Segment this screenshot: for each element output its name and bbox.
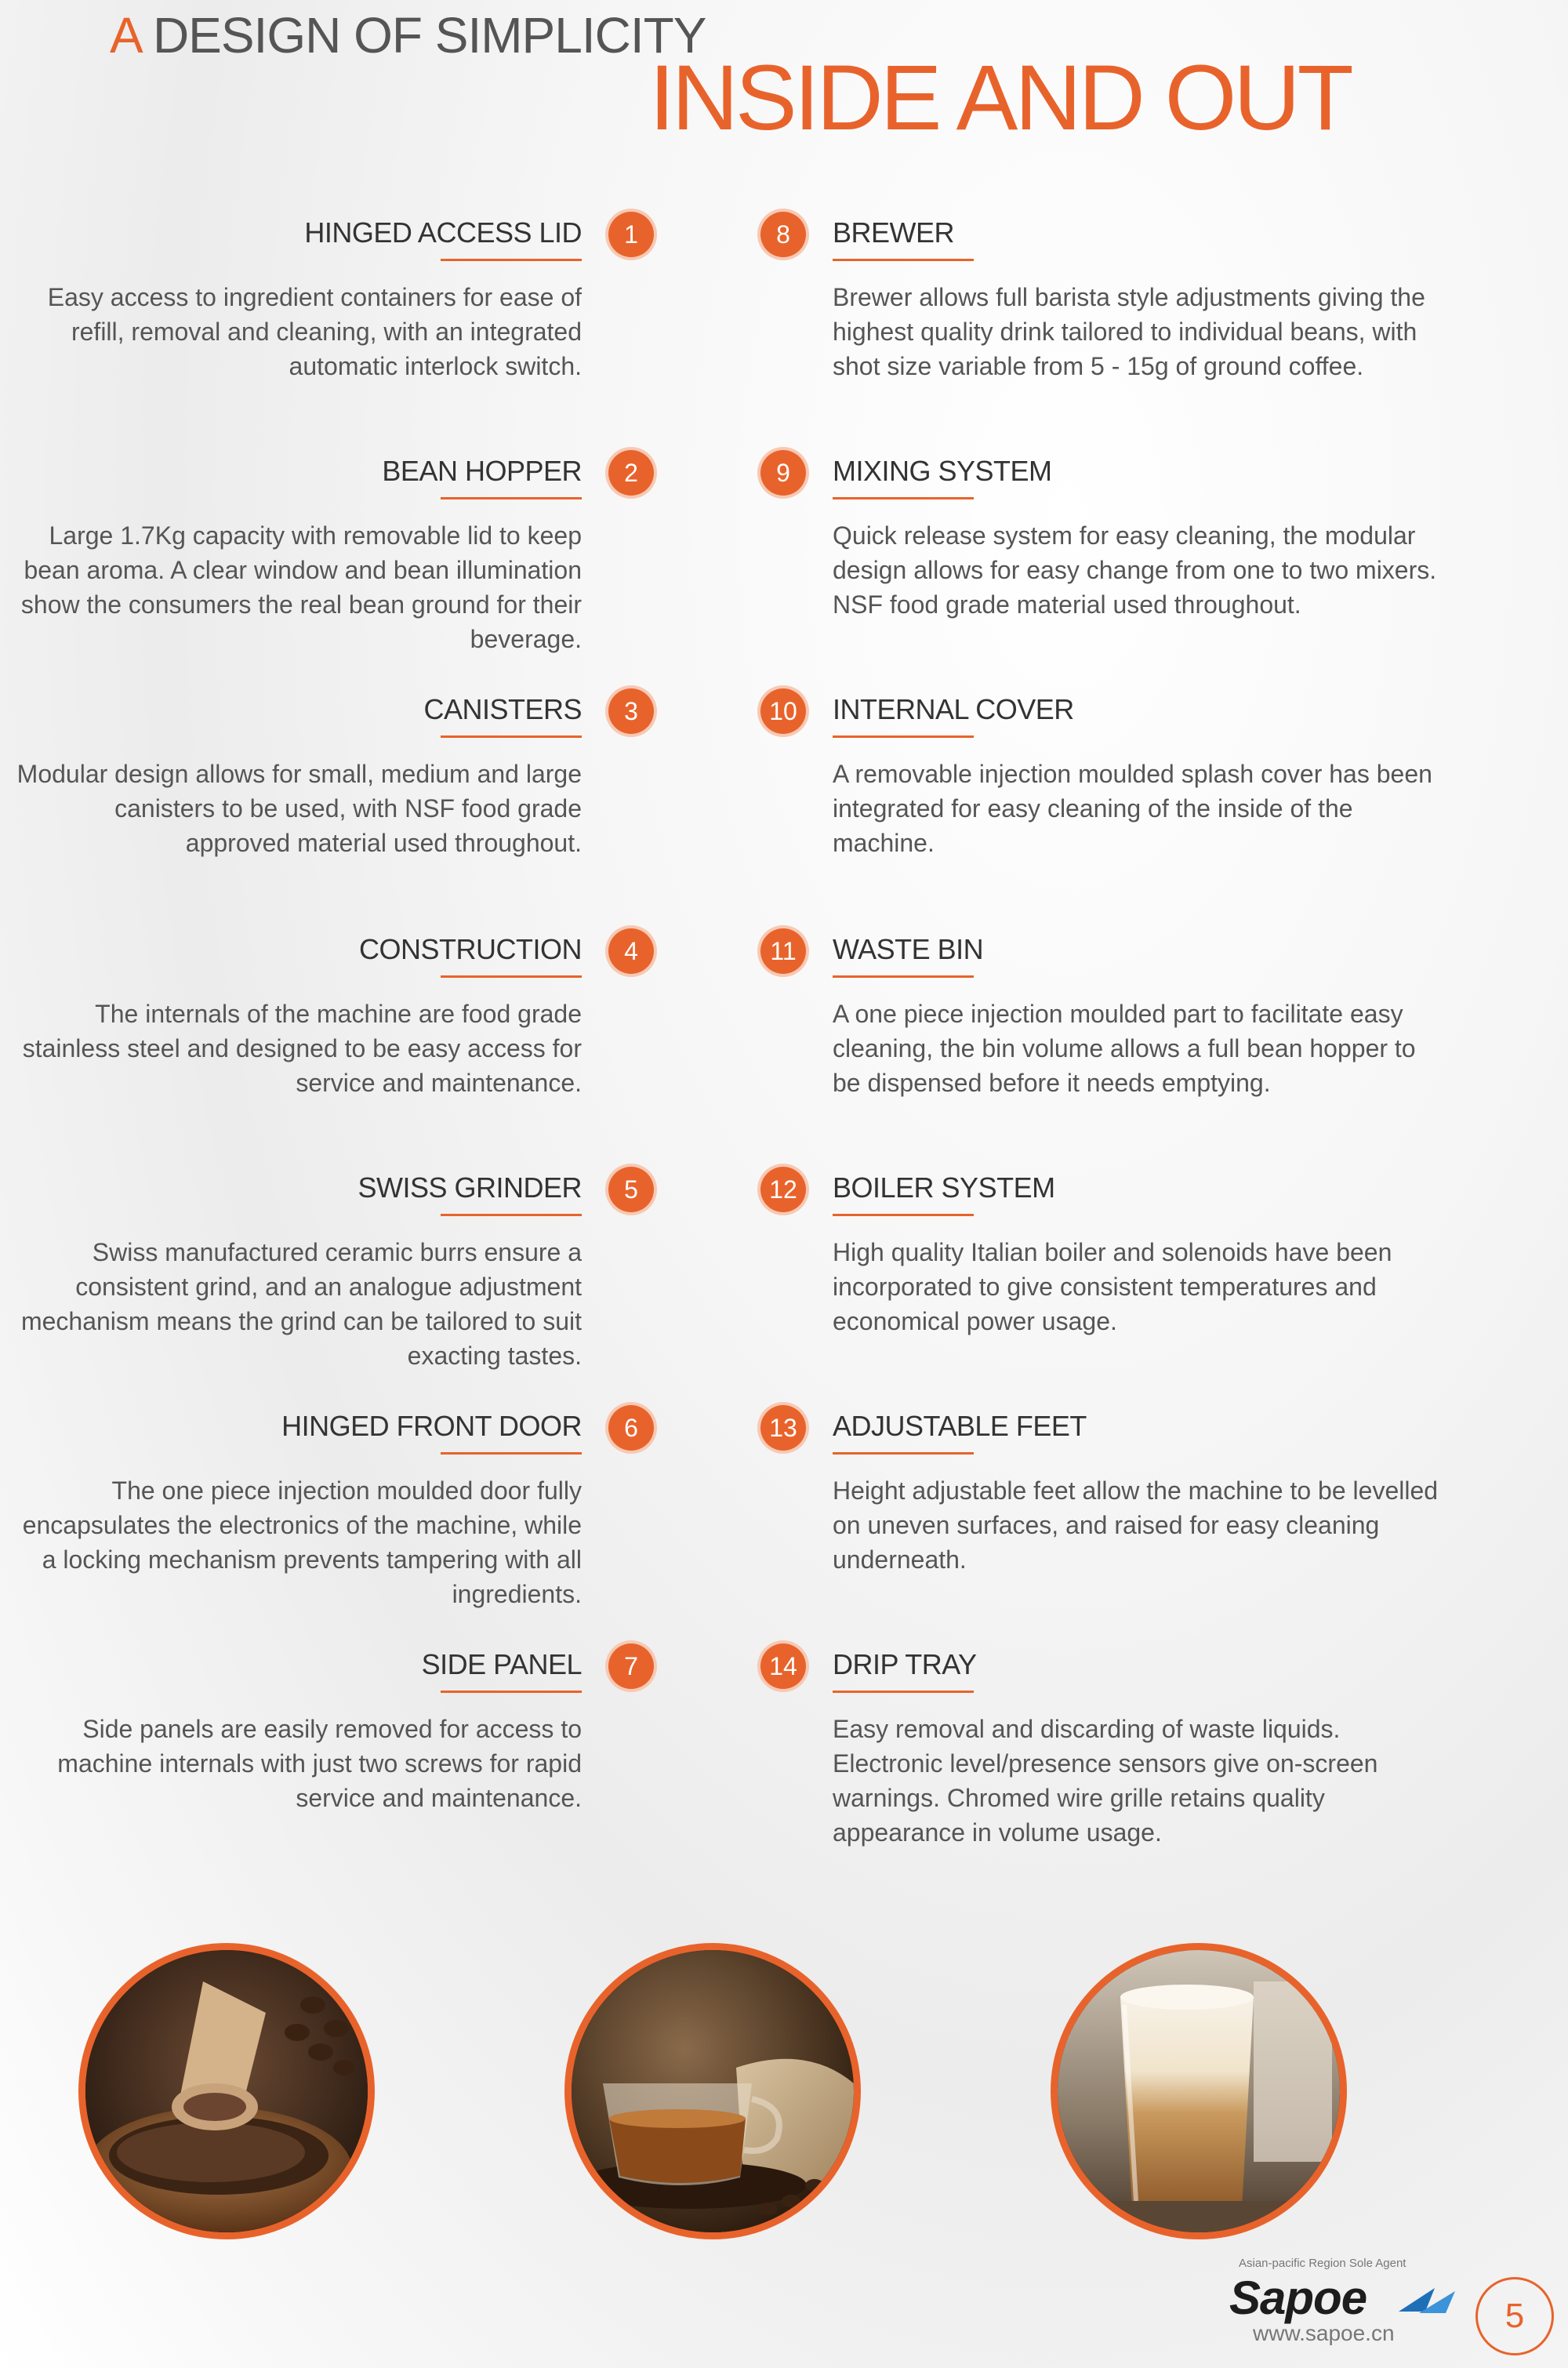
feature-number-badge: 6 — [608, 1405, 654, 1451]
feature-brewer — [833, 216, 1444, 383]
feature-description: Height adjustable feet allow the machine to be levelled on uneven surfaces, and raised for easy cleaning underneath. — [833, 1476, 1439, 1574]
feature-rule — [441, 735, 582, 738]
page-title: INSIDE AND OUT — [649, 46, 1351, 150]
feature-rule — [833, 497, 974, 499]
feature-hinged-access-lid — [9, 216, 582, 383]
feature-rule — [441, 259, 582, 261]
sapoe-logo: Sapoe — [1229, 2272, 1367, 2324]
feature-title: MIXING SYSTEM — [833, 455, 1052, 487]
feature-number-badge: 10 — [760, 688, 806, 734]
header-subtitle — [110, 6, 706, 64]
feature-description: Brewer allows full barista style adjustments giving the highest quality drink tailored to individual beans, with shot size variable from 5 - 15g of ground coffee. — [833, 283, 1425, 380]
feature-number-badge: 11 — [760, 928, 806, 974]
feature-rule — [441, 975, 582, 978]
feature-canisters — [9, 693, 582, 860]
feature-description: Swiss manufactured ceramic burrs ensure a consistent grind, and an analogue adjustment mechanism means the grind can be tailored to suit exacting tastes. — [20, 1238, 582, 1370]
feature-number-badge: 5 — [608, 1167, 654, 1212]
header-subtitle-rest: DESIGN OF SIMPLICITY — [140, 7, 706, 64]
feature-rule — [833, 1452, 974, 1455]
feature-description: Side panels are easily removed for access to machine internals with just two screws for rapid service and maintenance. — [57, 1715, 582, 1812]
feature-swiss-grinder — [9, 1171, 582, 1373]
feature-title: CONSTRUCTION — [359, 933, 582, 965]
feature-rule — [833, 259, 974, 261]
feature-rule — [833, 735, 974, 738]
feature-number-badge: 4 — [608, 928, 654, 974]
feature-description: The one piece injection moulded door fully encapsulates the electronics of the machine, while a locking mechanism prevents tampering with all ingredients. — [22, 1476, 582, 1608]
feature-number-badge: 9 — [760, 450, 806, 496]
feature-title: DRIP TRAY — [833, 1648, 977, 1680]
feature-title: HINGED FRONT DOOR — [281, 1410, 582, 1442]
feature-rule — [441, 497, 582, 499]
latte-glass-photo — [1051, 1943, 1347, 2239]
feature-title: ADJUSTABLE FEET — [833, 1410, 1087, 1442]
feature-rule — [441, 1691, 582, 1693]
footer-agent-text: Asian-pacific Region Sole Agent — [1239, 2257, 1406, 2270]
feature-number-badge: 12 — [760, 1167, 806, 1212]
feature-number-badge: 2 — [608, 450, 654, 496]
feature-number-badge: 7 — [608, 1643, 654, 1689]
ground-coffee-scoop-photo — [78, 1943, 375, 2239]
feature-number-badge: 13 — [760, 1405, 806, 1451]
feature-title: INTERNAL COVER — [833, 693, 1074, 725]
feature-number-badge: 8 — [760, 212, 806, 257]
espresso-cup-photo — [564, 1943, 861, 2239]
feature-rule — [833, 1214, 974, 1216]
footer-url[interactable]: www.sapoe.cn — [1253, 2321, 1395, 2345]
feature-rule — [441, 1452, 582, 1455]
feature-number-badge: 3 — [608, 688, 654, 734]
feature-waste-bin — [833, 933, 1444, 1100]
feature-hinged-front-door — [9, 1410, 582, 1611]
page-number: 5 — [1475, 2277, 1554, 2355]
feature-description: Modular design allows for small, medium and large canisters to be used, with NSF food grade approved material used throughout. — [16, 760, 582, 857]
feature-description: A one piece injection moulded part to facilitate easy cleaning, the bin volume allows a full bean hopper to be dispensed before it needs emptying. — [833, 1000, 1416, 1097]
feature-boiler-system — [833, 1171, 1444, 1338]
feature-side-panel — [9, 1648, 582, 1815]
feature-title: SWISS GRINDER — [358, 1171, 582, 1204]
feature-adjustable-feet — [833, 1410, 1444, 1577]
feature-internal-cover — [833, 693, 1444, 860]
feature-title: SIDE PANEL — [421, 1648, 582, 1680]
feature-rule — [441, 1214, 582, 1216]
ground-coffee-scoop-icon — [85, 1950, 368, 2232]
feature-title: BEAN HOPPER — [382, 455, 582, 487]
feature-title: WASTE BIN — [833, 933, 984, 965]
feature-title: BREWER — [833, 216, 955, 249]
feature-description: A removable injection moulded splash cover has been integrated for easy cleaning of the inside of the machine. — [833, 760, 1432, 857]
feature-description: Easy removal and discarding of waste liquids. Electronic level/presence sensors give on-screen warnings. Chromed wire grille retains quality appearance in volume usage. — [833, 1715, 1378, 1847]
feature-title: HINGED ACCESS LID — [304, 216, 582, 249]
feature-rule — [833, 975, 974, 978]
header-accent-letter: A — [110, 7, 140, 64]
feature-rule — [833, 1691, 974, 1693]
feature-description: Quick release system for easy cleaning, the modular design allows for easy change from one to two mixers. NSF food grade material used throughout. — [833, 521, 1437, 619]
feature-description: Large 1.7Kg capacity with removable lid to keep bean aroma. A clear window and bean illumination show the consumers the real bean ground for their beverage. — [20, 521, 582, 653]
feature-number-badge: 1 — [608, 212, 654, 257]
feature-description: Easy access to ingredient containers for ease of refill, removal and cleaning, with an integrated automatic interlock switch. — [47, 283, 582, 380]
feature-number-badge: 14 — [760, 1643, 806, 1689]
latte-glass-icon — [1058, 1950, 1340, 2232]
feature-construction — [9, 933, 582, 1100]
feature-title: BOILER SYSTEM — [833, 1171, 1055, 1204]
feature-title: CANISTERS — [423, 693, 582, 725]
feature-description: The internals of the machine are food grade stainless steel and designed to be easy access for service and maintenance. — [22, 1000, 582, 1097]
feature-bean-hopper — [9, 455, 582, 656]
feature-drip-tray — [833, 1648, 1444, 1850]
feature-description: High quality Italian boiler and solenoids have been incorporated to give consistent temperatures and economical power usage. — [833, 1238, 1392, 1335]
feature-mixing-system — [833, 455, 1444, 622]
sapoe-swoosh-icon — [1396, 2282, 1458, 2316]
espresso-cup-icon — [572, 1950, 854, 2232]
